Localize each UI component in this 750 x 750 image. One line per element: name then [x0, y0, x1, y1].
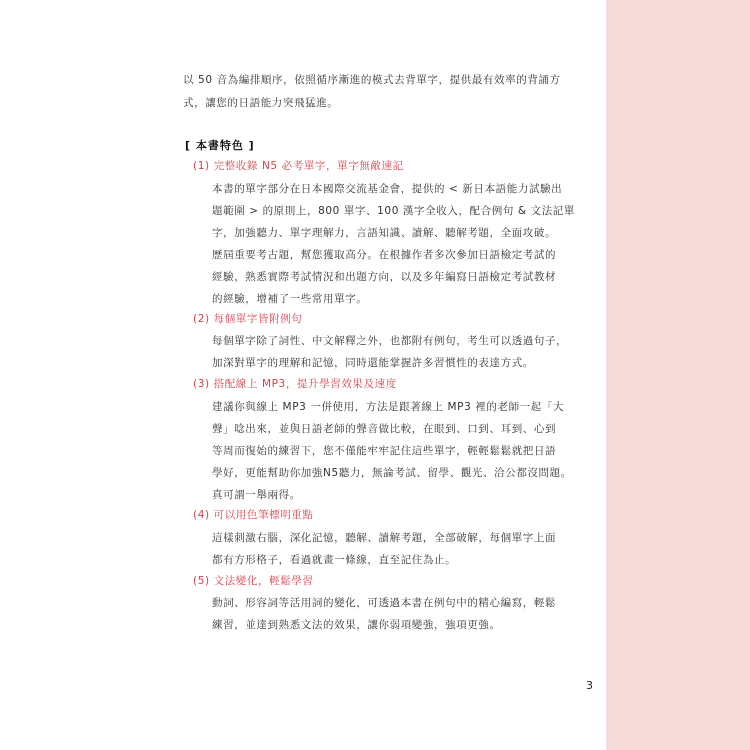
feature-body-line: 加深對單字的理解和記憶，同時還能掌握許多習慣性的表達方式。: [212, 357, 534, 369]
page-number: 3: [586, 679, 593, 692]
intro-line: 式，讓您的日語能力突飛猛進。: [183, 97, 339, 109]
feature-body-line: 聲」唸出來，並與日語老師的聲音做比較，在眼到、口到、耳到、心到: [212, 423, 557, 435]
feature-body-line: 等周而復始的練習下，您不僅能牢牢記住這些單字，輕輕鬆鬆就把日語: [212, 445, 557, 457]
section-heading: [ 本書特色 ]: [185, 139, 255, 152]
intro-line: 以 50 音為編排順序，依照循序漸進的模式去背單字，提供最有效率的背誦方: [183, 74, 561, 86]
feature-body-line: 建議你與線上 MP3 一併使用，方法是跟著線上 MP3 裡的老師一起「大: [212, 401, 565, 413]
feature-body-line: 題範圍 > 的原則上，800 單字、100 漢字全收入，配合例句 & 文法記單: [212, 205, 575, 217]
feature-body-line: 動詞、形容詞等活用詞的變化，可透過本書在例句中的精心編寫，輕鬆: [212, 597, 557, 609]
feature-body-line: 歷屆重要考古題，幫您獲取高分。在根據作者多次參加日語檢定考試的: [212, 249, 557, 261]
feature-title: (3) 搭配線上 MP3，提升學習效果及速度: [193, 378, 397, 390]
feature-body-line: 每個單字除了詞性、中文解釋之外，也都附有例句，考生可以透過句子，: [212, 335, 568, 347]
feature-title: (2) 每個單字皆附例句: [193, 313, 303, 325]
feature-title: (1) 完整收錄 N5 必考單字，單字無敵速記: [193, 160, 404, 172]
feature-body-line: 本書的單字部分在日本國際交流基金會，提供的 < 新日本語能力試驗出: [212, 183, 563, 195]
feature-title: (5) 文法變化，輕鬆學習: [193, 575, 314, 587]
feature-body-line: 真可謂一舉兩得。: [212, 489, 301, 501]
feature-title: (4) 可以用色筆標明重點: [193, 509, 314, 521]
page-edge-tab: [606, 0, 750, 750]
feature-body-line: 都有方形格子，看過就畫一條線，直至記住為止。: [212, 554, 457, 566]
feature-body-line: 練習，並達到熟悉文法的效果，讓你弱項變強，強項更強。: [212, 619, 501, 631]
feature-body-line: 的經驗，增補了一些常用單字。: [212, 293, 368, 305]
feature-body-line: 字，加強聽力、單字理解力，言語知識、讀解、聽解考題，全面攻破。: [212, 227, 557, 239]
feature-body-line: 這樣刺激右腦，深化記憶，聽解、讀解考題，全部破解，每個單字上面: [212, 532, 557, 544]
feature-body-line: 學好，更能幫助你加強N5聽力，無論考試、留學、觀光、洽公都沒問題。: [212, 467, 572, 479]
feature-body-line: 經驗，熟悉實際考試情況和出題方向，以及多年編寫日語檢定考試教材: [212, 271, 557, 283]
